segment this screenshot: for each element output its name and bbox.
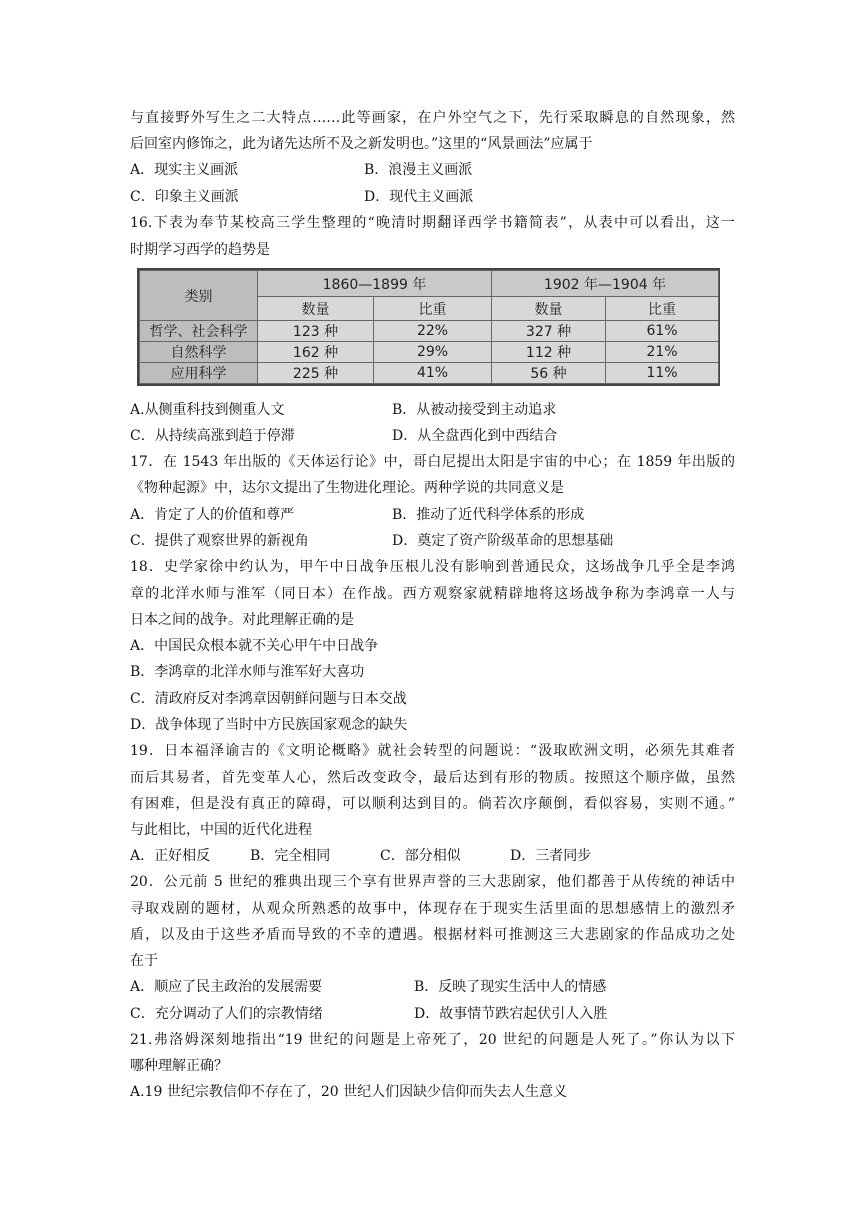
q19-option-b[interactable]: B．完全相同 <box>250 848 331 864</box>
table-subheader-count: 数量 <box>258 297 374 321</box>
q17-option-b[interactable]: B．推动了近代科学体系的形成 <box>392 507 585 523</box>
q21-stem-line1: 21.弗洛姆深刻地指出“19 世纪的问题是上帝死了，20 世纪的问题是人死了。”你认为以下 <box>130 1032 735 1048</box>
table-header-period1: 1860—1899 年 <box>258 271 492 297</box>
table-subheader-ratio: 比重 <box>374 297 492 321</box>
table-subheader-count: 数量 <box>492 297 606 321</box>
table-cell: 11% <box>606 363 719 384</box>
translation-books-table <box>137 268 720 386</box>
table-header-category: 类别 <box>140 271 258 321</box>
table-cell-category: 哲学、社会科学 <box>140 321 258 342</box>
table-cell: 21% <box>606 342 719 363</box>
q18-stem-line1: 18．史学家徐中约认为，甲午中日战争压根儿没有影响到普通民众，这场战争几乎全是李鸿 <box>130 559 735 575</box>
table-cell-category: 自然科学 <box>140 342 258 363</box>
q17-stem-line1: 17．在 1543 年出版的《天体运行论》中，哥白尼提出太阳是宇宙的中心；在 1859 年出版的 <box>130 454 735 470</box>
table-row <box>140 342 719 363</box>
table-row <box>140 321 719 342</box>
q19-stem-line4: 与此相比，中国的近代化进程 <box>130 822 312 838</box>
q19-stem-line1: 19．日本福泽谕吉的《文明论概略》就社会转型的问题说：“汲取欧洲文明，必须先其难者 <box>130 743 735 759</box>
q18-option-a[interactable]: A．中国民众根本就不关心甲午中日战争 <box>130 638 379 654</box>
q18-option-b[interactable]: B．李鸿章的北洋水师与淮军好大喜功 <box>130 664 365 680</box>
q17-option-c[interactable]: C．提供了观察世界的新视角 <box>130 533 309 549</box>
q20-stem-line2: 寻取戏剧的题材，从观众所熟悉的故事中，体现存在于现实生活里面的思想感情上的激烈矛 <box>130 901 735 917</box>
q20-stem-line3: 盾，以及由于这些矛盾而导致的不幸的遭遇。根据材料可推测这三大悲剧家的作品成功之处 <box>130 927 735 943</box>
q15-stem-line1: 与直接野外写生之二大特点……此等画家，在户外空气之下，先行采取瞬息的自然现象，然 <box>130 110 735 126</box>
table-cell: 56 种 <box>492 363 606 384</box>
q19-stem-line3: 有困难，但是没有真正的障碍，可以顺利达到目的。倘若次序颠倒，看似容易，实则不通。” <box>130 796 735 812</box>
q17-option-d[interactable]: D．奠定了资产阶级革命的思想基础 <box>392 533 614 549</box>
q16-option-d[interactable]: D．从全盘西化到中西结合 <box>392 428 558 444</box>
q21-option-a[interactable]: A.19 世纪宗教信仰不存在了，20 世纪人们因缺少信仰而失去人生意义 <box>130 1084 568 1100</box>
q19-option-d[interactable]: D．三者同步 <box>510 848 592 864</box>
q16-option-a[interactable]: A.从侧重科技到侧重人文 <box>130 402 285 418</box>
q19-option-c[interactable]: C．部分相似 <box>380 848 461 864</box>
q17-stem-line2: 《物种起源》中，达尔文提出了生物进化理论。两种学说的共同意义是 <box>130 480 564 496</box>
q19-stem-line2: 而后其易者，首先变革人心，然后改变政令，最后达到有形的物质。按照这个顺序做，虽然 <box>130 770 735 786</box>
q15-stem-line2: 后回室内修饰之，此为诸先达所不及之新发明也。”这里的“风景画法”应属于 <box>130 136 593 152</box>
table-header-period2: 1902 年—1904 年 <box>492 271 719 297</box>
q20-option-d[interactable]: D．故事情节跌宕起伏引人入胜 <box>414 1006 608 1022</box>
table-cell: 225 种 <box>258 363 374 384</box>
q19-option-a[interactable]: A．正好相反 <box>130 848 211 864</box>
table-cell: 327 种 <box>492 321 606 342</box>
table-cell: 41% <box>374 363 492 384</box>
q20-option-c[interactable]: C．充分调动了人们的宗教情绪 <box>130 1006 323 1022</box>
q20-stem-line4: 在于 <box>130 953 158 969</box>
q20-stem-line1: 20．公元前 5 世纪的雅典出现三个享有世界声誉的三大悲剧家，他们都善于从传统的神话中 <box>130 874 735 890</box>
table-cell: 162 种 <box>258 342 374 363</box>
table-row <box>140 363 719 384</box>
q16-stem-line1: 16.下表为奉节某校高三学生整理的“晚清时期翻译西学书籍简表”，从表中可以看出，这一 <box>130 215 735 231</box>
q15-option-c[interactable]: C．印象主义画派 <box>130 189 239 205</box>
q18-stem-line2: 章的北洋水师与淮军（同日本）在作战。西方观察家就精辟地将这场战争称为李鸿章一人与 <box>130 586 735 602</box>
q20-option-a[interactable]: A．顺应了民主政治的发展需要 <box>130 979 323 995</box>
table-cell-category: 应用科学 <box>140 363 258 384</box>
table-cell: 22% <box>374 321 492 342</box>
q18-option-c[interactable]: C．清政府反对李鸿章因朝鲜问题与日本交战 <box>130 691 407 707</box>
q16-option-c[interactable]: C．从持续高涨到趋于停滞 <box>130 428 295 444</box>
q17-option-a[interactable]: A．肯定了人的价值和尊严 <box>130 507 295 523</box>
table-cell: 61% <box>606 321 719 342</box>
q16-option-b[interactable]: B．从被动接受到主动追求 <box>392 402 557 418</box>
q16-stem-line2: 时期学习西学的趋势是 <box>130 242 270 258</box>
table-cell: 123 种 <box>258 321 374 342</box>
q15-option-a[interactable]: A．现实主义画派 <box>130 162 239 178</box>
table-subheader-ratio: 比重 <box>606 297 719 321</box>
table-cell: 112 种 <box>492 342 606 363</box>
q18-option-d[interactable]: D．战争体现了当时中方民族国家观念的缺失 <box>130 717 408 733</box>
q20-option-b[interactable]: B．反映了现实生活中人的情感 <box>414 979 607 995</box>
q15-option-d[interactable]: D．现代主义画派 <box>364 189 474 205</box>
q15-option-b[interactable]: B．浪漫主义画派 <box>364 162 473 178</box>
table-cell: 29% <box>374 342 492 363</box>
q18-stem-line3: 日本之间的战争。对此理解正确的是 <box>130 612 354 628</box>
q21-stem-line2: 哪种理解正确？ <box>130 1058 228 1074</box>
